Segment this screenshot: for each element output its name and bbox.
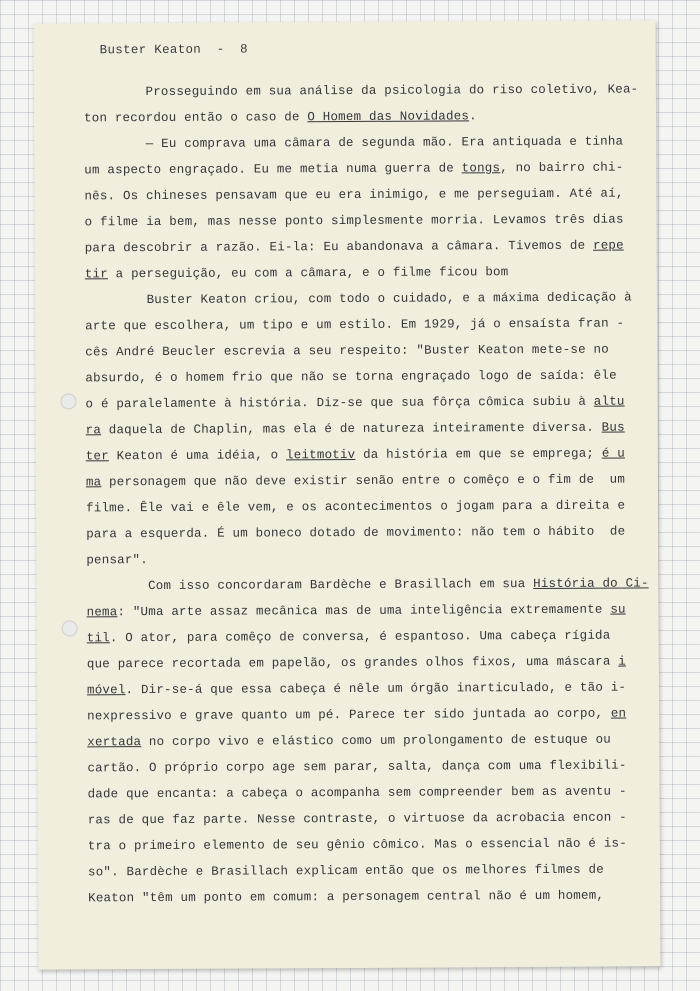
text-segment: nexpressivo e grave quanto um pé. Parece ter sido juntada ao corpo, [87, 706, 611, 724]
underlined-text: História do Ci- [533, 576, 649, 592]
text-segment: dade que encanta: a cabeça o acompanha sem compreender bem as aventu - [87, 784, 627, 802]
text-segment: tra o primeiro elemento de seu gênio cômico. Mas o essencial não é is- [87, 836, 627, 854]
text-segment: pensar". [86, 553, 148, 568]
text-segment: absurdo, é o homem frio que não se torna engraçado logo de saída: êle [85, 368, 617, 386]
text-line [85, 206, 645, 235]
text-segment: para descobrir a razão. Ei-la: Eu abandonava a câmara. Tivemos de [84, 238, 594, 256]
text-line [84, 128, 644, 157]
text-segment: o é paralelamente à história. Diz-se que sua fôrça cômica subiu à [85, 394, 594, 412]
punch-hole-bottom [62, 620, 78, 636]
text-segment: o filme ia bem, mas nesse ponto simplesmente morria. Levamos três dias [84, 212, 624, 230]
text-line [85, 388, 645, 417]
text-segment: . Dir-se-á que essa cabeça é nêle um órgão inarticulado, e tão i- [125, 680, 627, 698]
text-segment: Keaton "têm um ponto em comum: a personagem central não é um homem, [88, 888, 605, 906]
text-segment: um aspecto engraçado. Eu me metia numa guerra de [84, 161, 462, 178]
text-line [87, 648, 647, 677]
text-segment: no corpo vivo e elástico como um prolongamento de estuque ou [141, 732, 612, 750]
text-line [85, 232, 645, 261]
text-line [84, 102, 644, 131]
text-segment: da história em que se emprega; [355, 446, 602, 462]
text-line [87, 778, 647, 807]
text-line [87, 752, 647, 781]
text-segment: filme. Êle vai e êle vem, e os acontecimentos o jogam para a direita e [86, 498, 626, 516]
paper-sheet [34, 20, 661, 969]
underlined-text: repe [592, 238, 624, 253]
underlined-text: ma [85, 475, 102, 490]
text-line [87, 622, 647, 651]
underlined-text: i [618, 654, 627, 669]
text-segment: personagem que não deve existir senão entre o comêço e o fim de um [101, 472, 626, 490]
text-segment: : "Uma arte assaz mecânica mas de uma inteligência extremamente [117, 602, 611, 620]
underlined-text: móvel [86, 683, 126, 698]
typewritten-text [84, 76, 648, 911]
text-segment: ton recordou então o caso de [83, 110, 308, 126]
underlined-text: leitmotiv [286, 447, 356, 463]
text-line [86, 414, 646, 443]
underlined-text: Bus [601, 420, 625, 435]
text-segment: — Eu comprava uma câmara de segunda mão. Era antiquada e tinha [84, 134, 624, 152]
text-segment: , no bairro chi- [500, 160, 624, 176]
text-line [88, 856, 648, 885]
text-line [84, 180, 644, 209]
text-segment: nês. Os chineses pensavam que eu era inimigo, e me perseguiam. Até aí, [84, 186, 624, 204]
text-segment: a perseguição, eu com a câmara, e o filme ficou bom [107, 265, 509, 282]
underlined-text: O Homem das Novidades [307, 109, 470, 125]
text-line [87, 700, 647, 729]
text-segment: que parece recortada em papelão, os grandes olhos fixos, uma máscara [86, 654, 619, 672]
underlined-text: tir [84, 267, 108, 282]
text-line [85, 284, 645, 313]
text-segment: Prosseguindo em sua análise da psicologia do riso coletivo, Kea- [83, 82, 639, 100]
text-line [88, 882, 648, 911]
underlined-text: ra [85, 423, 102, 438]
text-segment: cartão. O próprio corpo age sem parar, salta, dança com uma flexibili- [87, 758, 627, 776]
underlined-text: nema [86, 605, 118, 620]
text-segment: ras de que faz parte. Nesse contraste, o virtuose da acrobacia encon - [87, 810, 627, 828]
text-segment: para a esquerda. É um boneco dotado de movimento: não tem o hábito de [86, 524, 626, 542]
page-header: Buster Keaton - 8 [99, 42, 248, 58]
text-segment: so". Bardèche e Brasillach explicam então que os melhores filmes de [87, 862, 604, 880]
text-line [87, 726, 647, 755]
underlined-text: en [610, 706, 627, 721]
text-line [85, 336, 645, 365]
text-line [87, 674, 647, 703]
underlined-text: xertada [87, 735, 142, 750]
text-line [87, 596, 647, 625]
text-line [88, 804, 648, 833]
text-segment: Buster Keaton criou, com todo o cuidado, e a máxima dedicação à [84, 290, 632, 308]
underlined-text: ter [85, 449, 109, 464]
text-segment: . O ator, para comêço de conversa, é espantoso. Uma cabeça rígida [109, 628, 611, 646]
text-segment: . [469, 109, 477, 124]
text-segment: Com isso concordaram Bardèche e Brasillach em sua [86, 577, 534, 594]
text-line [84, 154, 644, 183]
text-line [85, 310, 645, 339]
text-line [86, 544, 646, 573]
underlined-text: é u [601, 446, 625, 461]
text-line [88, 830, 648, 859]
underlined-text: tongs [461, 161, 501, 176]
text-line [86, 440, 646, 469]
punch-hole-top [60, 393, 76, 409]
underlined-text: til [86, 631, 110, 646]
text-segment: Keaton é uma idéia, o [108, 448, 287, 464]
text-line [86, 466, 646, 495]
text-segment: arte que escolhera, um tipo e um estilo. Em 1929, já o ensaísta fran - [85, 316, 625, 334]
text-line [86, 492, 646, 521]
text-line [85, 362, 645, 391]
text-line [86, 518, 646, 547]
text-segment: cês André Beucler escrevia a seu respeito: "Buster Keaton mete-se no [85, 342, 609, 360]
underlined-text: su [610, 602, 626, 617]
text-segment: daquela de Chaplin, mas ela é de natureza inteiramente diversa. [101, 420, 602, 438]
underlined-text: altu [593, 394, 625, 409]
text-line [84, 76, 644, 105]
text-line [86, 570, 649, 599]
text-line [85, 258, 645, 287]
